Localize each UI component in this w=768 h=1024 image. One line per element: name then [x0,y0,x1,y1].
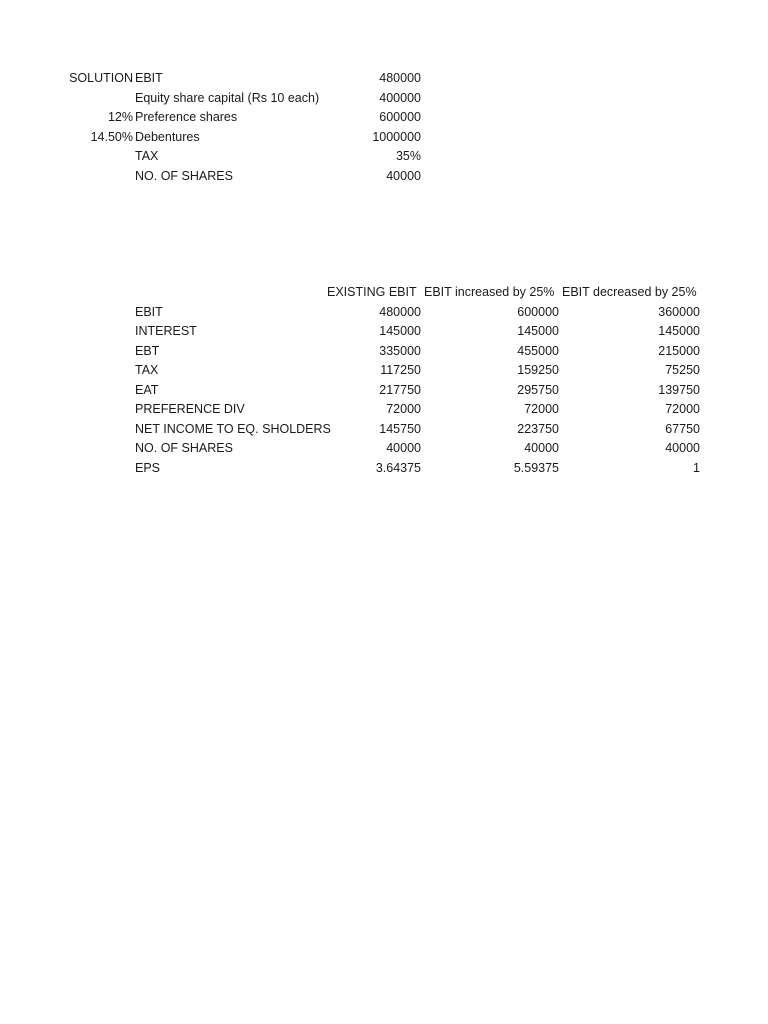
cell-decreased: 215000 [658,343,700,358]
cell-existing: 117250 [380,363,421,377]
cell-existing: 72000 [386,402,421,416]
row-label: TAX [135,363,159,377]
given-row [0,147,768,167]
column-header-decreased: EBIT decreased by 25% [562,285,697,299]
cell-decreased: 360000 [658,304,700,319]
given-label: Debentures [135,129,200,144]
given-label: TAX [135,149,159,163]
given-row [0,128,768,148]
table-row [0,439,768,459]
cell-increased: 72000 [524,402,559,416]
cell-decreased: 139750 [658,382,700,397]
cell-existing: 217750 [379,382,421,397]
cell-existing: 3.64375 [375,460,421,475]
eps-analysis-table [0,283,768,478]
given-value: 35% [395,149,421,163]
given-label: Preference shares [135,110,238,124]
solution-heading: SOLUTION [69,71,133,85]
table-row [0,420,768,440]
table-row [0,400,768,420]
given-rate: 14.50% [90,129,133,144]
table-row [0,361,768,381]
given-data-section [0,69,768,186]
table-header-row [0,283,768,303]
table-row [0,342,768,362]
cell-increased: 600000 [517,304,559,319]
cell-increased: 40000 [524,441,559,455]
cell-decreased: 145000 [658,324,700,338]
cell-decreased: 75250 [665,363,700,377]
column-header-increased: EBIT increased by 25% [424,285,555,299]
row-label: EPS [135,460,161,475]
column-header-existing: EXISTING EBIT [327,285,417,299]
given-value: 480000 [379,71,421,85]
table-row [0,381,768,401]
cell-decreased: 72000 [665,402,700,416]
table-row [0,322,768,342]
cell-decreased: 40000 [665,441,700,455]
cell-increased: 223750 [517,421,559,436]
cell-decreased: 1 [693,460,700,475]
given-row [0,108,768,128]
table-row [0,459,768,479]
row-label: NO. OF SHARES [135,441,233,455]
cell-increased: 5.59375 [513,460,559,475]
cell-decreased: 67750 [665,421,700,436]
given-label: Equity share capital (Rs 10 each) [135,90,320,105]
given-row [0,89,768,109]
row-label: PREFERENCE DIV [135,402,245,416]
given-value: 400000 [379,90,421,105]
cell-existing: 335000 [379,343,421,358]
cell-increased: 159250 [517,363,559,377]
cell-increased: 455000 [517,343,559,358]
cell-existing: 480000 [379,304,421,319]
given-value: 40000 [386,168,421,183]
given-row [0,69,768,89]
table-row [0,303,768,323]
cell-existing: 145000 [379,324,421,338]
row-label: EBT [135,343,160,358]
cell-increased: 145000 [517,324,559,338]
cell-existing: 145750 [379,421,421,436]
given-label: EBIT [135,71,163,85]
given-row [0,167,768,187]
given-value: 600000 [379,110,421,124]
row-label: EAT [135,382,159,397]
cell-increased: 295750 [517,382,559,397]
row-label: EBIT [135,304,163,319]
given-rate: 12% [107,110,133,124]
given-value: 1000000 [372,129,421,144]
row-label: NET INCOME TO EQ. SHOLDERS [135,421,331,436]
cell-existing: 40000 [386,441,421,455]
row-label: INTEREST [135,324,197,338]
given-label: NO. OF SHARES [135,168,233,183]
